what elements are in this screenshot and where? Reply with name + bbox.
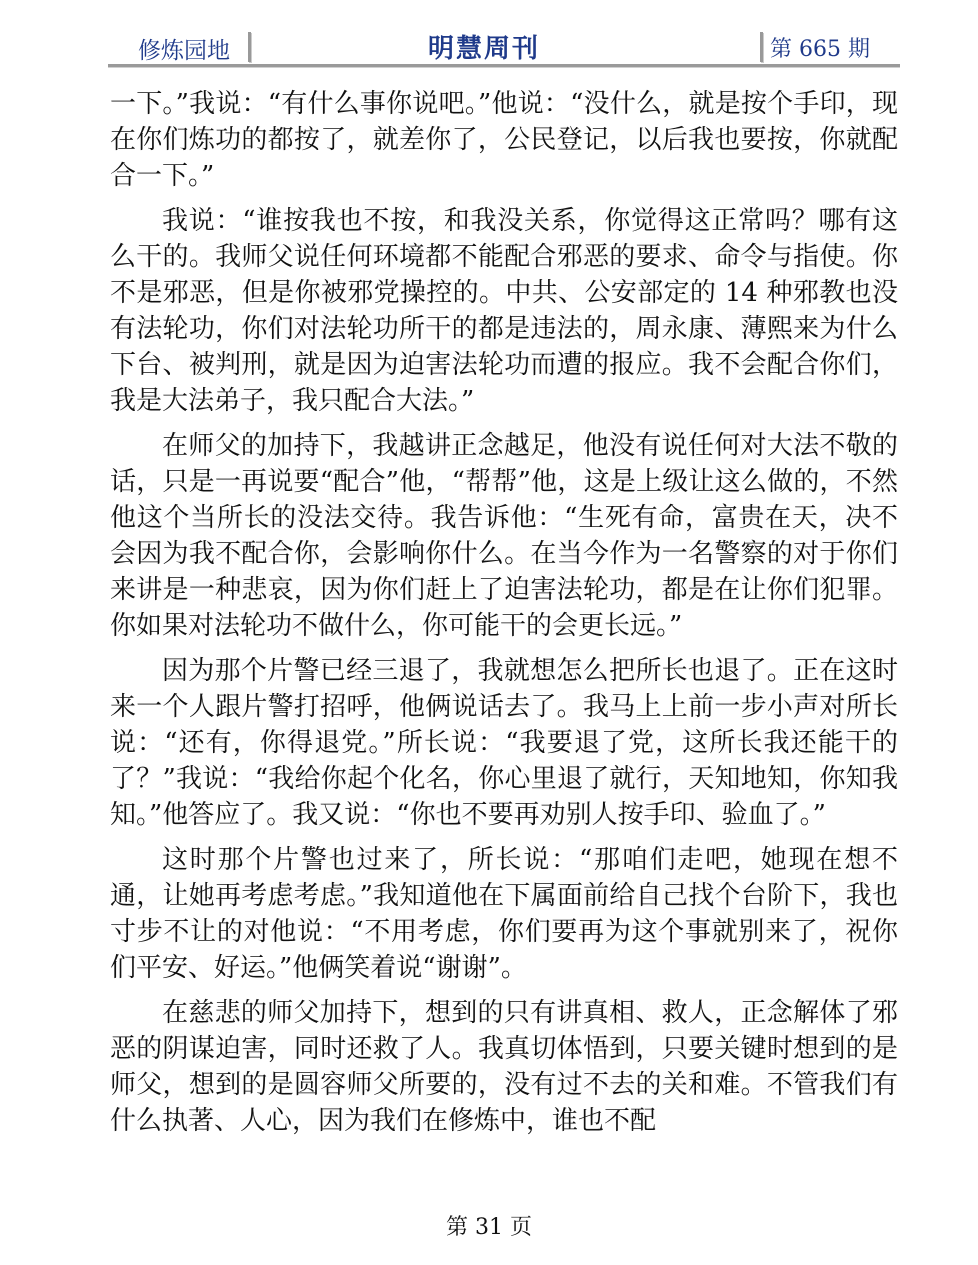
header-separator-left xyxy=(248,32,251,62)
paragraph-6: 在慈悲的师父加持下，想到的只有讲真相、救人，正念解体了邪恶的阴谋迫害，同时还救了人。我真切体悟到，只要关键时想到的是师父，想到的是圆容师父所要的，没有过不去的关和难。不管我们有什么执著、人心，因为我们在修炼中，谁也不配 xyxy=(110,998,898,1136)
paragraph-4: 因为那个片警已经三退了，我就想怎么把所长也退了。正在这时来一个人跟片警打招呼，他俩说话去了。我马上上前一步小声对所长说：“还有，你得退党。”所长说：“我要退了党，这所长我还能干的了？”我说：“我给你起个化名，你心里退了就行，天知地知，你知我知。”他答应了。我又说：“你也不要再劝别人按手印、验血了。” xyxy=(110,656,898,830)
section-label: 修炼园地 xyxy=(138,38,230,64)
paragraph-3: 在师父的加持下，我越讲正念越足，他没有说任何对大法不敬的话，只是一再说要“配合”他，“帮帮”他，这是上级让这么做的，不然他这个当所长的没法交待。我告诉他：“生死有命，富贵在天，决不会因为我不配合你，会影响你什么。在当今作为一名警察的对于你们来讲是一种悲哀，因为你们赶上了迫害法轮功，都是在让你们犯罪。你如果对法轮功不做什么，你可能干的会更长远。” xyxy=(110,431,898,641)
paragraph-2: 我说：“谁按我也不按，和我没关系，你觉得这正常吗？哪有这么干的。我师父说任何环境都不能配合邪恶的要求、命令与指使。你不是邪恶，但是你被邪党操控的。中共、公安部定的 14 种邪教也没有法轮功，你们对法轮功所干的都是违法的，周永康、薄熙来为什么下台、被判刑，就是因为迫害法轮功而遭的报应。我不会配合你们，我是大法弟子，我只配合大法。” xyxy=(110,206,898,416)
header-separator-right xyxy=(760,32,763,62)
publication-title: 明慧周刊 xyxy=(428,34,541,64)
page-number: 第 31 页 xyxy=(446,1215,532,1240)
paragraph-5: 这时那个片警也过来了，所长说：“那咱们走吧，她现在想不通，让她再考虑考虑。”我知道他在下属面前给自己找个台阶下，我也寸步不让的对他说：“不用考虑，你们要再为这个事就别来了，祝你们平安、好运。”他俩笑着说“谢谢”。 xyxy=(110,845,898,983)
page-header xyxy=(108,26,900,66)
header-rule xyxy=(108,64,900,67)
paragraph-1: 一下。”我说：“有什么事你说吧。”他说：“没什么，就是按个手印，现在你们炼功的都按了，就差你了，公民登记，以后我也要按，你就配合一下。” xyxy=(110,89,898,191)
article-body xyxy=(110,86,898,1148)
issue-number: 第 665 期 xyxy=(770,37,870,62)
